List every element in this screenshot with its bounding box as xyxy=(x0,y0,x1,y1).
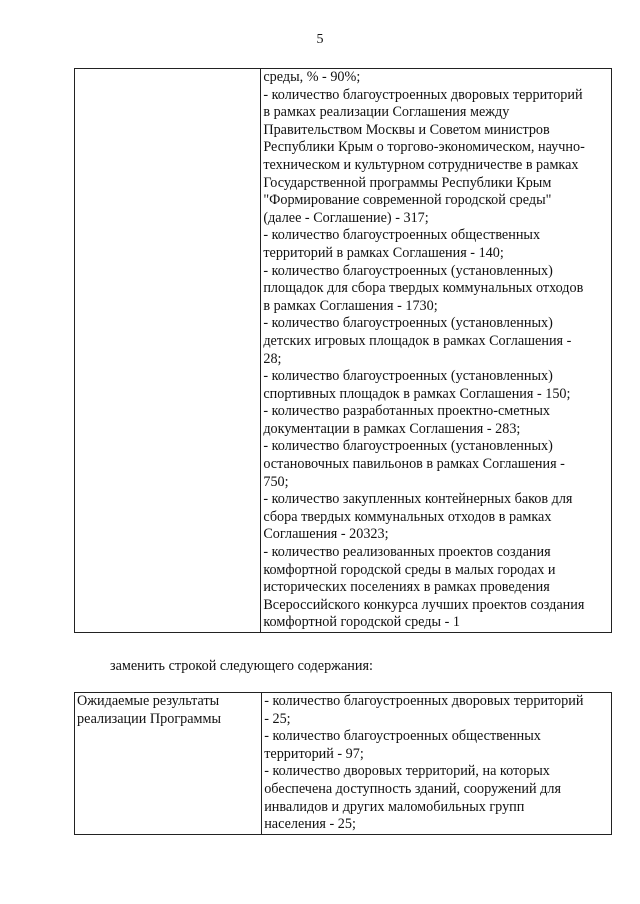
cell-text-line: исторических поселениях в рамках проведения xyxy=(263,579,550,596)
program-table-old xyxy=(74,68,612,633)
cell-text-line: - количество благоустроенных общественных xyxy=(264,728,541,745)
cell-text-line: - количество благоустроенных дворовых территорий xyxy=(263,86,583,103)
table-row xyxy=(75,69,612,633)
cell-text-line: Государственной программы Республики Крым xyxy=(263,174,552,191)
cell-text-line: - количество разработанных проектно-сметных xyxy=(263,403,550,420)
cell-text-line: комфортной городской среды в малых городах и xyxy=(263,561,556,578)
cell-text-line: территорий в рамках Соглашения - 140; xyxy=(263,244,504,261)
cell-text-line: реализации Программы xyxy=(77,710,222,727)
table1-left-cell xyxy=(75,69,261,633)
cell-text-line: документации в рамках Соглашения - 283; xyxy=(263,420,521,437)
cell-text-line: 28; xyxy=(263,350,282,367)
table2-right-cell xyxy=(262,693,612,835)
cell-text-line: среды, % - 90%; xyxy=(263,69,361,85)
cell-text-line: населения - 25; xyxy=(264,816,356,833)
page-number: 5 xyxy=(316,32,324,47)
cell-text-line: - количество дворовых территорий, на которых xyxy=(264,763,550,780)
cell-text-line: (далее - Соглашение) - 317; xyxy=(263,209,429,226)
cell-text-line: - количество благоустроенных (установленных) xyxy=(263,315,553,332)
cell-text-line: Правительством Москвы и Советом министров xyxy=(263,121,550,138)
cell-text-line: - количество реализованных проектов создания xyxy=(263,544,551,561)
table2-left-cell xyxy=(75,693,262,835)
cell-text-line: техническом и культурном сотрудничестве в рамках xyxy=(263,156,579,173)
cell-text-line: обеспечена доступность зданий, сооружений для xyxy=(264,780,561,797)
cell-text-line: - количество благоустроенных общественных xyxy=(263,227,541,244)
cell-text-line: - количество благоустроенных (установленных) xyxy=(263,438,553,455)
program-table-new xyxy=(74,692,612,835)
replace-instruction: заменить строкой следующего содержания: xyxy=(110,658,373,674)
cell-text-line: - 25; xyxy=(264,710,291,727)
cell-text-line: остановочных павильонов в рамках Соглашения - xyxy=(263,456,565,473)
cell-text-line: Соглашения - 20323; xyxy=(263,526,389,543)
cell-text-line: - количество благоустроенных (установленных) xyxy=(263,262,553,279)
cell-text-line: в рамках реализации Соглашения между xyxy=(263,104,510,121)
cell-text-line: инвалидов и других маломобильных групп xyxy=(264,798,525,815)
cell-text-line: "Формирование современной городской среды" xyxy=(263,192,552,209)
cell-text-line: Республики Крым о торгово-экономическом, научно- xyxy=(263,139,585,156)
cell-text-line: сбора твердых коммунальных отходов в рамках xyxy=(263,508,552,525)
cell-text-line: 750; xyxy=(263,473,289,490)
cell-text-line: детских игровых площадок в рамках Соглашения - xyxy=(263,332,572,349)
cell-text-line: спортивных площадок в рамках Соглашения - 150; xyxy=(263,385,571,402)
cell-text-line: - количество закупленных контейнерных баков для xyxy=(263,491,573,508)
cell-text-line: Всероссийского конкурса лучших проектов создания xyxy=(263,596,585,613)
cell-text-line: территорий - 97; xyxy=(264,745,364,762)
table1-right-cell xyxy=(261,69,612,633)
cell-text-line: - количество благоустроенных дворовых территорий xyxy=(264,693,584,709)
cell-text-line: - количество благоустроенных (установленных) xyxy=(263,368,553,385)
cell-text-line: Ожидаемые результаты xyxy=(77,693,220,709)
cell-text-line: в рамках Соглашения - 1730; xyxy=(263,297,438,314)
cell-text-line: комфортной городской среды - 1 xyxy=(263,614,460,631)
table-row xyxy=(75,693,612,835)
cell-text-line: площадок для сбора твердых коммунальных отходов xyxy=(263,280,584,297)
